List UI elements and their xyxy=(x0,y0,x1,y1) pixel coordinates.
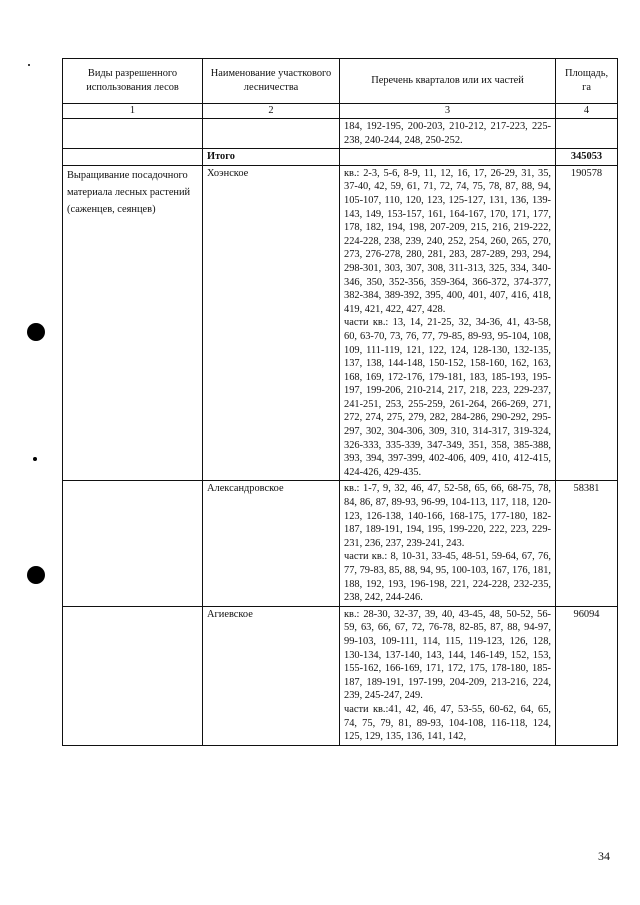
empty-cell xyxy=(63,481,203,606)
empty-cell xyxy=(203,119,340,149)
column-number-row xyxy=(63,104,618,119)
header-quarters-list: Перечень кварталов или их частей xyxy=(340,59,556,104)
forest-use-table xyxy=(62,58,618,746)
area-value: 58381 xyxy=(556,481,618,606)
header-use-type: Виды разрешенного использования лесов xyxy=(63,59,203,104)
column-number: 1 xyxy=(63,104,203,119)
quarter-parts-list: части кв.: 13, 14, 21-25, 32, 34-36, 41, 43-58, 60, 63-70, 73, 76, 77, 79-85, 89-93, 95-104, 108, 109, 111-119, 121, 122, 124, 128-130, 132-135, 137, 138, 144-148, 150-152, 158-160, 162, 163, 168, 169, 172-176, 179-181, 183, 185-193, 195-197, 199-206, 210-214, 217, 218, 223, 229-237, 241-251, 253, 255-259, 261-264, 266-269, 271, 272, 274, 275, 279, 282, 284-286, 290-292, 295-297, 302, 304-306, 309, 310, 314-317, 319-324, 326-333, 335-339, 347-349, 351, 358, 385-388, 393, 394, 397-399, 402-406, 409, 410, 412-415, 424-426, 429-435. xyxy=(344,317,551,478)
total-area: 345053 xyxy=(556,149,618,166)
empty-cell xyxy=(63,119,203,149)
area-value: 96094 xyxy=(556,606,618,745)
empty-cell xyxy=(340,149,556,166)
punch-hole-top xyxy=(27,323,45,341)
empty-cell xyxy=(556,119,618,149)
forestry-name: Агиевское xyxy=(203,606,340,745)
quarters-cell: 184, 192-195, 200-203, 210-212, 217-223, 225-238, 240-244, 248, 250-252. xyxy=(340,119,556,149)
quarters-cell xyxy=(340,606,556,745)
column-number: 2 xyxy=(203,104,340,119)
page-number: 34 xyxy=(598,849,610,863)
header-area: Площадь, га xyxy=(556,59,618,104)
continued-row xyxy=(63,119,618,149)
quarter-parts-list: части кв.:41, 42, 46, 47, 53-55, 60-62, 64, 65, 74, 75, 79, 81, 89-93, 104-108, 116-118, 124, 125, 129, 135, 136, 141, 142, xyxy=(344,703,551,743)
column-number: 4 xyxy=(556,104,618,119)
quarters-list: кв.: 1-7, 9, 32, 46, 47, 52-58, 65, 66, 68-75, 78, 84, 86, 87, 89-93, 96-99, 104-113, 117, 118, 120-123, 126-138, 140-166, 168-175, 177-180, 182-187, 189-191, 194, 195, 199-220, 222, 223, 229-231, 236, 237, 239-241, 243. xyxy=(344,483,551,549)
scan-speck xyxy=(28,64,30,66)
quarters-cell xyxy=(340,481,556,606)
total-row xyxy=(63,149,618,166)
scan-speck xyxy=(33,457,37,461)
punch-hole-bottom xyxy=(27,566,45,584)
use-type-cell: Выращивание посадочного материала лесных растений (саженцев, сеянцев) xyxy=(63,165,203,481)
forestry-name: Александровское xyxy=(203,481,340,606)
empty-cell xyxy=(63,149,203,166)
header-forestry-name: Наименование участкового лесничества xyxy=(203,59,340,104)
table-row xyxy=(63,165,618,481)
table-row xyxy=(63,481,618,606)
area-value: 190578 xyxy=(556,165,618,481)
empty-cell xyxy=(63,606,203,745)
quarters-cell xyxy=(340,165,556,481)
quarters-list: кв.: 2-3, 5-6, 8-9, 11, 12, 16, 17, 26-29, 31, 35, 37-40, 42, 59, 61, 71, 72, 74, 75, 78, 87, 88, 94, 105-107, 110, 120, 123, 125-127, 131, 136, 139-143, 149, 153-157, 161, 164-167, 170, 171, 177, 178, 182, 194, 198, 207-209, 215, 216, 219-222, 224-228, 238, 239, 240, 252, 254, 260, 265, 270, 273, 276-278, 280, 281, 283, 287-289, 293, 294, 298-301, 303, 307, 308, 311-313, 325, 334, 340-346, 350, 352-356, 359-364, 366-372, 374-377, 382-384, 389-392, 395, 400, 401, 407, 416, 418, 419, 421, 422, 427, 428. xyxy=(344,167,551,315)
column-number: 3 xyxy=(340,104,556,119)
table-row xyxy=(63,606,618,745)
table-header-row xyxy=(63,59,618,104)
total-label: Итого xyxy=(203,149,340,166)
quarter-parts-list: части кв.: 8, 10-31, 33-45, 48-51, 59-64, 67, 76, 77, 79-83, 85, 88, 94, 95, 100-103, 167, 176, 181, 188, 192, 193, 196-198, 221, 224-228, 232-235, 238, 242, 244-246. xyxy=(344,551,551,604)
forestry-name: Хоэнское xyxy=(203,165,340,481)
quarters-list: кв.: 28-30, 32-37, 39, 40, 43-45, 48, 50-52, 56-59, 63, 66, 67, 72, 76-78, 82-85, 87, 88, 94-97, 99-103, 109-111, 114, 115, 119-123, 126, 128, 130-134, 137-140, 143, 144, 146-149, 152, 153, 155-162, 166-169, 171, 172, 175, 178-180, 185-187, 189-191, 197-199, 204-209, 213-216, 224, 239, 245-247, 249. xyxy=(344,608,551,702)
